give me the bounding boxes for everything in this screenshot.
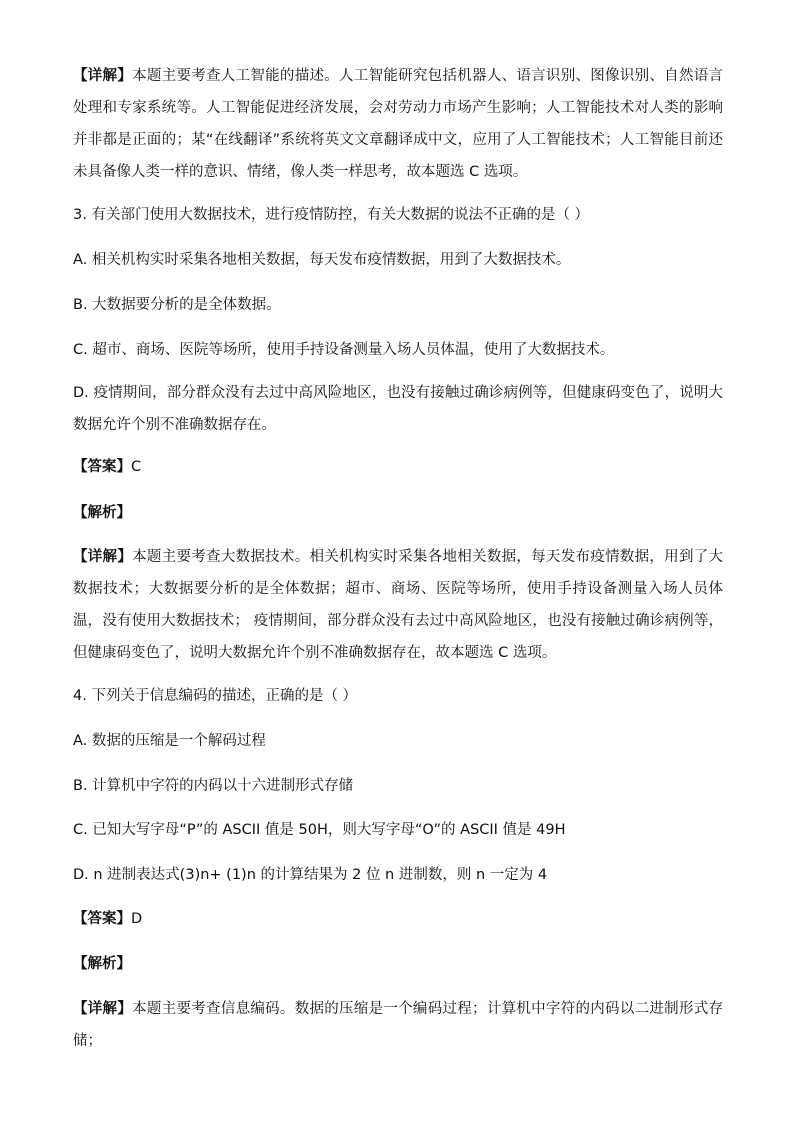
q4-stem: 4. 下列关于信息编码的描述，正确的是（ ） [73, 688, 358, 704]
q3-detail-paragraph [73, 541, 723, 669]
q4-option-b: B. 计算机中字符的内码以十六进制形式存储 [73, 778, 354, 794]
q3-stem: 3. 有关部门使用大数据技术，进行疫情防控，有关大数据的说法不正确的是（ ） [73, 207, 590, 223]
q4-answer [73, 909, 723, 929]
answer-value: D [131, 911, 143, 927]
answer-label: 【答案】 [73, 459, 131, 475]
q3-option-a: A. 相关机构实时采集各地相关数据，每天发布疫情数据，用到了大数据技术。 [73, 252, 571, 268]
q3-answer [73, 457, 723, 477]
q3-option-d: D. 疫情期间，部分群众没有去过中高风险地区，也没有接触过确诊病例等，但健康码变色了，说明大数据允许个别不准确数据存在。 [73, 385, 723, 433]
detail-text: 本题主要考查大数据技术。相关机构实时采集各地相关数据，每天发布疫情数据，用到了大数据技术；大数据要分析的是全体数据；超市、商场、医院等场所，使用手持设备测量入场人员体温，没有使用大数据技术； 疫情期间，部分群众没有去过中高风险地区，也没有接触过确诊病例等，但健康码变色了，说明大数据允许个别不准确数据存在，故本题选 C 选项。 [73, 549, 724, 661]
answer-label: 【答案】 [73, 911, 131, 927]
q4-analysis-label: 【解析】 [73, 956, 131, 972]
q4-detail-paragraph [73, 993, 723, 1057]
q4-option-d: D. n 进制表达式(3)n+ (1)n 的计算结果为 2 位 n 进制数，则 n 一定为 4 [73, 867, 548, 883]
q4-option-a: A. 数据的压缩是一个解码过程 [73, 733, 266, 749]
detail-label: 【详解】 [73, 1001, 133, 1017]
q2-detail-paragraph [73, 60, 723, 188]
detail-text: 本题主要考查人工智能的描述。人工智能研究包括机器人、语言识别、图像识别、自然语言处理和专家系统等。人工智能促进经济发展，会对劳动力市场产生影响；人工智能技术对人类的影响并非都是正面的；某“在线翻译”系统将英文文章翻译成中文，应用了人工智能技术；人工智能目前还未具备像人类一样的意识、情绪，像人类一样思考，故本题选 C 选项。 [73, 68, 724, 180]
answer-value: C [131, 459, 142, 475]
q3-analysis-label: 【解析】 [73, 505, 131, 521]
q4-option-c: C. 已知大写字母“P”的 ASCII 值是 50H，则大写字母“O”的 ASCII 值是 49H [73, 822, 566, 838]
q3-option-c: C. 超市、商场、医院等场所，使用手持设备测量入场人员体温，使用了大数据技术。 [73, 342, 615, 358]
detail-label: 【详解】 [73, 549, 133, 565]
detail-text: 本题主要考查信息编码。数据的压缩是一个编码过程；计算机中字符的内码以二进制形式存储； [73, 1001, 724, 1049]
q3-option-b: B. 大数据要分析的是全体数据。 [73, 297, 281, 313]
detail-label: 【详解】 [73, 68, 133, 84]
